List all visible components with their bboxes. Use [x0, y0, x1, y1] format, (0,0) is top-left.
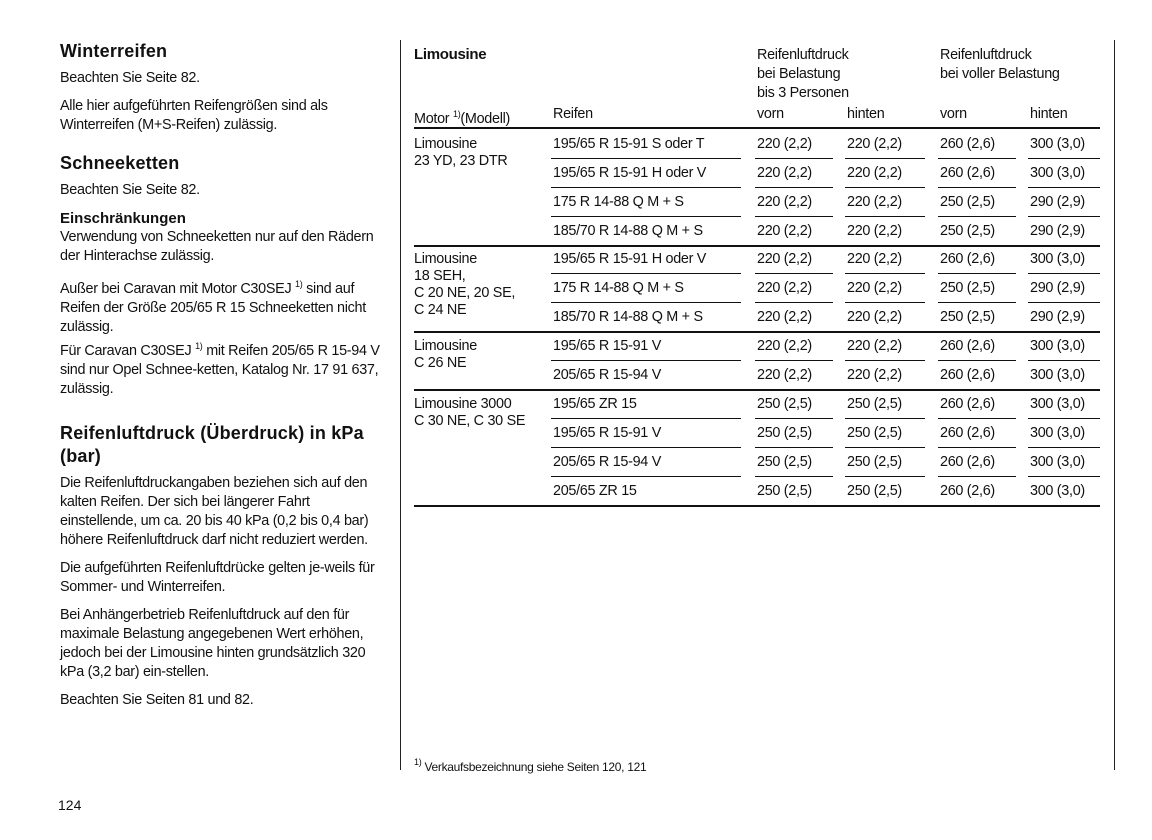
row-rule — [845, 216, 925, 217]
header-load3-line2: bei Belastung — [757, 66, 841, 82]
pressure-cell: 220 (2,2) — [847, 223, 902, 239]
pressure-cell: 220 (2,2) — [757, 338, 812, 354]
pressure-cell: 220 (2,2) — [847, 136, 902, 152]
row-rule — [551, 447, 741, 448]
header-front-full: vorn — [940, 106, 967, 122]
header-load3-line3: bis 3 Personen — [757, 85, 849, 101]
header-front-3: vorn — [757, 106, 784, 122]
pressure-cell: 290 (2,9) — [1030, 194, 1085, 210]
pressure-cell: 260 (2,6) — [940, 338, 995, 354]
pressure-cell: 260 (2,6) — [940, 165, 995, 181]
pressure-cell: 250 (2,5) — [940, 194, 995, 210]
row-rule — [938, 216, 1016, 217]
left-column — [60, 40, 390, 719]
footnote — [414, 757, 646, 774]
header-motor-label: Motor — [414, 111, 450, 127]
row-rule — [755, 360, 833, 361]
header-load3 — [757, 46, 849, 103]
group-rule — [414, 389, 1100, 391]
pressure-cell: 300 (3,0) — [1030, 251, 1085, 267]
row-rule — [938, 158, 1016, 159]
tyre-size-cell: 195/65 R 15-91 V — [553, 338, 662, 354]
model-label: 23 YD, 23 DTR — [414, 153, 508, 169]
row-rule — [938, 360, 1016, 361]
row-rule — [551, 187, 741, 188]
row-rule — [755, 302, 833, 303]
tyre-size-cell: 185/70 R 14-88 Q M + S — [553, 223, 703, 239]
pressure-cell: 220 (2,2) — [757, 367, 812, 383]
page-number: 124 — [58, 797, 82, 813]
footnote-marker: 1) — [414, 757, 422, 767]
row-rule — [551, 273, 741, 274]
pressure-cell: 220 (2,2) — [757, 194, 812, 210]
model-label: Limousine — [414, 136, 477, 152]
pressure-cell: 260 (2,6) — [940, 396, 995, 412]
pressure-cell: 220 (2,2) — [847, 367, 902, 383]
pressure-cell: 250 (2,5) — [940, 309, 995, 325]
row-rule — [1028, 187, 1100, 188]
pressure-cell: 300 (3,0) — [1030, 136, 1085, 152]
tyre-size-cell: 175 R 14-88 Q M + S — [553, 280, 684, 296]
model-label: C 26 NE — [414, 355, 467, 371]
header-tyres: Reifen — [553, 106, 593, 122]
row-rule — [845, 447, 925, 448]
model-label: 18 SEH, — [414, 268, 466, 284]
pressure-cell: 250 (2,5) — [757, 396, 812, 412]
pressure-cell: 220 (2,2) — [847, 194, 902, 210]
row-rule — [938, 187, 1016, 188]
restrictions-text-2b: sind auf Reifen der Größe 205/65 R 15 Schneeketten nicht zulässig. — [60, 281, 366, 335]
pressure-cell: 250 (2,5) — [847, 454, 902, 470]
pressure-cell: 300 (3,0) — [1030, 338, 1085, 354]
row-rule — [551, 418, 741, 419]
pressure-cell: 300 (3,0) — [1030, 396, 1085, 412]
header-rear-3: hinten — [847, 106, 885, 122]
row-rule — [845, 187, 925, 188]
tyre-size-cell: 195/65 R 15-91 H oder V — [553, 251, 707, 267]
group-rule — [414, 331, 1100, 333]
row-rule — [755, 216, 833, 217]
pressure-cell: 220 (2,2) — [847, 280, 902, 296]
right-edge-rule — [1114, 40, 1115, 770]
tyre-size-cell: 195/65 R 15-91 V — [553, 425, 662, 441]
group-rule — [414, 245, 1100, 247]
pressure-cell: 300 (3,0) — [1030, 454, 1085, 470]
pressure-cell: 260 (2,6) — [940, 425, 995, 441]
row-rule — [1028, 476, 1100, 477]
pressure-cell: 250 (2,5) — [940, 223, 995, 239]
tyre-size-cell: 205/65 ZR 15 — [553, 483, 637, 499]
pressure-cell: 300 (3,0) — [1030, 367, 1085, 383]
row-rule — [1028, 447, 1100, 448]
pressure-cell: 260 (2,6) — [940, 454, 995, 470]
restrictions-text-3b: mit Reifen 205/65 R 15-94 V sind nur Opel Schnee-ketten, Katalog Nr. 17 91 637, zulässig. — [60, 343, 380, 397]
restrictions-text-3 — [60, 337, 390, 399]
pressure-cell: 260 (2,6) — [940, 367, 995, 383]
row-rule — [551, 360, 741, 361]
winter-tyres-heading: Winterreifen — [60, 41, 168, 61]
restrictions-text-3a: Für Caravan C30SEJ — [60, 343, 192, 359]
header-full-line2: bei voller Belastung — [940, 66, 1060, 82]
model-label: Limousine — [414, 338, 477, 354]
row-rule — [755, 158, 833, 159]
footnote-text: Verkaufsbezeichnung siehe Seiten 120, 121 — [424, 760, 647, 774]
row-rule — [938, 418, 1016, 419]
pressure-cell: 300 (3,0) — [1030, 165, 1085, 181]
row-rule — [845, 273, 925, 274]
winter-tyres-reference: Beachten Sie Seite 82. — [60, 70, 200, 86]
row-rule — [551, 302, 741, 303]
pressure-cell: 220 (2,2) — [847, 338, 902, 354]
header-motor-footnote: 1) — [453, 109, 461, 119]
pressure-cell: 250 (2,5) — [757, 483, 812, 499]
pressure-cell: 220 (2,2) — [757, 309, 812, 325]
pressure-cell: 290 (2,9) — [1030, 309, 1085, 325]
row-rule — [1028, 158, 1100, 159]
row-rule — [845, 302, 925, 303]
model-label: Limousine 3000 — [414, 396, 512, 412]
header-full-line1: Reifenluftdruck — [940, 47, 1032, 63]
pressure-cell: 290 (2,9) — [1030, 223, 1085, 239]
snow-chains-heading: Schneeketten — [60, 153, 180, 173]
row-rule — [755, 476, 833, 477]
group-rule — [414, 505, 1100, 507]
tyre-size-cell: 205/65 R 15-94 V — [553, 454, 662, 470]
tyre-size-cell: 195/65 R 15-91 H oder V — [553, 165, 707, 181]
row-rule — [755, 447, 833, 448]
footnote-marker: 1) — [195, 341, 203, 351]
pressure-cell: 220 (2,2) — [757, 223, 812, 239]
row-rule — [845, 418, 925, 419]
pressure-cell: 300 (3,0) — [1030, 483, 1085, 499]
header-load3-line1: Reifenluftdruck — [757, 47, 849, 63]
row-rule — [845, 360, 925, 361]
pressure-cell: 250 (2,5) — [940, 280, 995, 296]
row-rule — [551, 216, 741, 217]
model-label: C 24 NE — [414, 302, 467, 318]
tyre-pressure-text-1: Die Reifenluftdruckangaben beziehen sich auf den kalten Reifen. Der sich bei längerer Fahrt einstellende, um ca. 20 bis 40 kPa (0,2 bis 0,4 bar) höhere Reifenluftdruck darf nicht reduziert werden. — [60, 475, 369, 548]
row-rule — [1028, 360, 1100, 361]
tyre-size-cell: 175 R 14-88 Q M + S — [553, 194, 684, 210]
pressure-cell: 260 (2,6) — [940, 136, 995, 152]
pressure-cell: 220 (2,2) — [847, 309, 902, 325]
row-rule — [938, 273, 1016, 274]
header-rule — [414, 127, 1100, 129]
table-title: Limousine — [414, 46, 487, 63]
row-rule — [551, 476, 741, 477]
model-label: Limousine — [414, 251, 477, 267]
model-label: C 20 NE, 20 SE, — [414, 285, 516, 301]
pressure-cell: 250 (2,5) — [847, 425, 902, 441]
pressure-cell: 220 (2,2) — [847, 251, 902, 267]
tyre-pressure-heading: Reifenluftdruck (Überdruck) in kPa (bar) — [60, 423, 364, 466]
header-motor-model: (Modell) — [460, 111, 510, 127]
row-rule — [845, 158, 925, 159]
row-rule — [938, 302, 1016, 303]
pressure-cell: 250 (2,5) — [847, 483, 902, 499]
row-rule — [845, 476, 925, 477]
snow-chains-reference: Beachten Sie Seite 82. — [60, 182, 200, 198]
header-motor — [414, 105, 510, 129]
model-label: C 30 NE, C 30 SE — [414, 413, 526, 429]
restrictions-text-2a: Außer bei Caravan mit Motor C30SEJ — [60, 281, 292, 297]
pressure-cell: 290 (2,9) — [1030, 280, 1085, 296]
row-rule — [938, 447, 1016, 448]
tyre-pressure-text-2: Die aufgeführten Reifenluftdrücke gelten je-weils für Sommer- und Winterreifen. — [60, 560, 375, 595]
row-rule — [1028, 302, 1100, 303]
pressure-cell: 220 (2,2) — [757, 280, 812, 296]
pressure-cell: 250 (2,5) — [757, 454, 812, 470]
pressure-cell: 260 (2,6) — [940, 483, 995, 499]
pressure-cell: 300 (3,0) — [1030, 425, 1085, 441]
tyre-pressure-text-4: Beachten Sie Seiten 81 und 82. — [60, 692, 254, 708]
restrictions-heading: Einschränkungen — [60, 210, 186, 227]
tyre-pressure-text-3: Bei Anhängerbetrieb Reifenluftdruck auf den für maximale Belastung angegebenen Wert erhöhen, jedoch bei der Limousine hinten grundsätzlich 320 kPa (3,2 bar) ein-stellen. — [60, 607, 366, 680]
header-full-load — [940, 46, 1060, 84]
row-rule — [755, 273, 833, 274]
row-rule — [551, 158, 741, 159]
row-rule — [938, 476, 1016, 477]
pressure-cell: 220 (2,2) — [757, 136, 812, 152]
pressure-cell: 260 (2,6) — [940, 251, 995, 267]
tyre-size-cell: 195/65 R 15-91 S oder T — [553, 136, 705, 152]
row-rule — [1028, 418, 1100, 419]
pressure-cell: 250 (2,5) — [757, 425, 812, 441]
header-rear-full: hinten — [1030, 106, 1068, 122]
row-rule — [1028, 216, 1100, 217]
restrictions-text-1: Verwendung von Schneeketten nur auf den Rädern der Hinterachse zulässig. — [60, 229, 374, 264]
pressure-cell: 250 (2,5) — [847, 396, 902, 412]
tyre-size-cell: 195/65 ZR 15 — [553, 396, 637, 412]
footnote-marker: 1) — [295, 279, 303, 289]
pressure-cell: 220 (2,2) — [757, 165, 812, 181]
winter-tyres-text: Alle hier aufgeführten Reifengrößen sind als Winterreifen (M+S-Reifen) zulässig. — [60, 98, 328, 133]
row-rule — [1028, 273, 1100, 274]
column-divider — [400, 40, 401, 770]
tyre-size-cell: 205/65 R 15-94 V — [553, 367, 662, 383]
tyre-size-cell: 185/70 R 14-88 Q M + S — [553, 309, 703, 325]
restrictions-text-2 — [60, 275, 390, 337]
pressure-cell: 220 (2,2) — [847, 165, 902, 181]
pressure-cell: 220 (2,2) — [757, 251, 812, 267]
row-rule — [755, 187, 833, 188]
row-rule — [755, 418, 833, 419]
